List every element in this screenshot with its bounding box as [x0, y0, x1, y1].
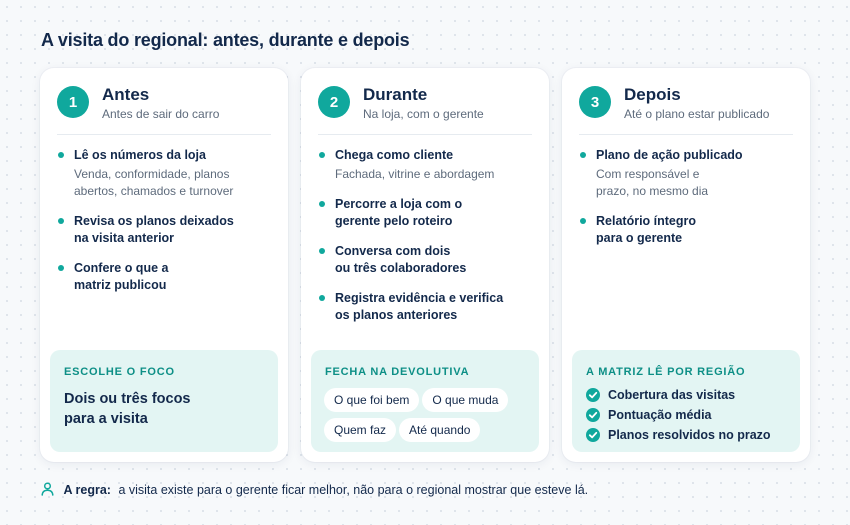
list-item [579, 213, 800, 247]
chip: O que muda [422, 388, 508, 412]
item-title: Chega como cliente [335, 148, 454, 162]
check-item [586, 405, 792, 425]
bullet-dot-icon [319, 295, 325, 301]
list-item [57, 260, 278, 294]
stage-title: Durante [363, 85, 428, 104]
check-list [586, 385, 792, 445]
bullet-dot-icon [58, 152, 64, 158]
rule-label: A regra: [63, 482, 111, 497]
chip: O que foi bem [324, 388, 419, 412]
check-circle-icon [586, 408, 600, 422]
person-icon [41, 482, 54, 499]
list-item [318, 147, 539, 183]
rule-footer [41, 482, 588, 499]
divider [57, 134, 271, 135]
check-label: Planos resolvidos no prazo [608, 428, 771, 442]
box-label: A MATRIZ LÊ POR REGIÃO [586, 366, 746, 378]
item-description: Com responsável e prazo, no mesmo dia [596, 167, 709, 198]
stage-subtitle: Antes de sair do carro [102, 107, 220, 121]
box-text: Dois ou três focos para a visita [64, 391, 191, 427]
item-description: Fachada, vitrine e abordagem [335, 167, 495, 181]
divider [318, 134, 532, 135]
stage-title: Depois [624, 85, 681, 104]
feedback-box [311, 350, 539, 452]
check-item [586, 425, 792, 445]
stage-card-durante [301, 68, 549, 462]
item-title: Lê os números da loja [74, 148, 206, 162]
stage-number-badge: 3 [579, 86, 611, 118]
check-label: Pontuação média [608, 408, 712, 422]
item-title: Confere o que a matriz publicou [74, 261, 169, 292]
stage-header [57, 85, 271, 135]
bullet-dot-icon [580, 218, 586, 224]
check-item [586, 385, 792, 405]
list-item [57, 213, 278, 247]
bullet-dot-icon [58, 218, 64, 224]
box-label: ESCOLHE O FOCO [64, 366, 175, 378]
region-metrics-box [572, 350, 800, 452]
stage-item-list [318, 147, 539, 337]
item-description: Venda, conformidade, planos abertos, chamados e turnover [74, 167, 234, 198]
stage-number-badge: 1 [57, 86, 89, 118]
check-label: Cobertura das visitas [608, 388, 736, 402]
item-title: Revisa os planos deixados na visita anterior [74, 214, 234, 245]
stage-number-badge: 2 [318, 86, 350, 118]
stage-item-list [579, 147, 800, 260]
bullet-dot-icon [580, 152, 586, 158]
stage-subtitle: Até o plano estar publicado [624, 107, 770, 121]
item-title: Registra evidência e verifica os planos anteriores [335, 291, 504, 322]
item-title: Percorre a loja com o gerente pelo roteiro [335, 197, 463, 228]
chip: Até quando [399, 418, 480, 442]
stage-header [579, 85, 793, 135]
stage-subtitle: Na loja, com o gerente [363, 107, 484, 121]
list-item [579, 147, 800, 200]
list-item [318, 196, 539, 230]
box-label: FECHA NA DEVOLUTIVA [325, 366, 470, 378]
list-item [57, 147, 278, 200]
bullet-dot-icon [319, 201, 325, 207]
rule-text: a visita existe para o gerente ficar melhor, não para o regional mostrar que esteve lá. [118, 482, 589, 497]
stage-card-antes [40, 68, 288, 462]
bullet-dot-icon [319, 152, 325, 158]
bullet-dot-icon [58, 265, 64, 271]
chip-list [324, 388, 531, 448]
stage-item-list [57, 147, 278, 307]
bullet-dot-icon [319, 248, 325, 254]
focus-box [50, 350, 278, 452]
list-item [318, 290, 539, 324]
check-circle-icon [586, 428, 600, 442]
chip: Quem faz [324, 418, 396, 442]
stage-card-depois [562, 68, 810, 462]
list-item [318, 243, 539, 277]
stage-header [318, 85, 532, 135]
item-title: Conversa com dois ou três colaboradores [335, 244, 467, 275]
item-title: Relatório íntegro para o gerente [596, 214, 697, 245]
page-title: A visita do regional: antes, durante e depois [41, 30, 410, 50]
divider [579, 134, 793, 135]
check-circle-icon [586, 388, 600, 402]
stage-title: Antes [102, 85, 150, 104]
item-title: Plano de ação publicado [596, 148, 743, 162]
